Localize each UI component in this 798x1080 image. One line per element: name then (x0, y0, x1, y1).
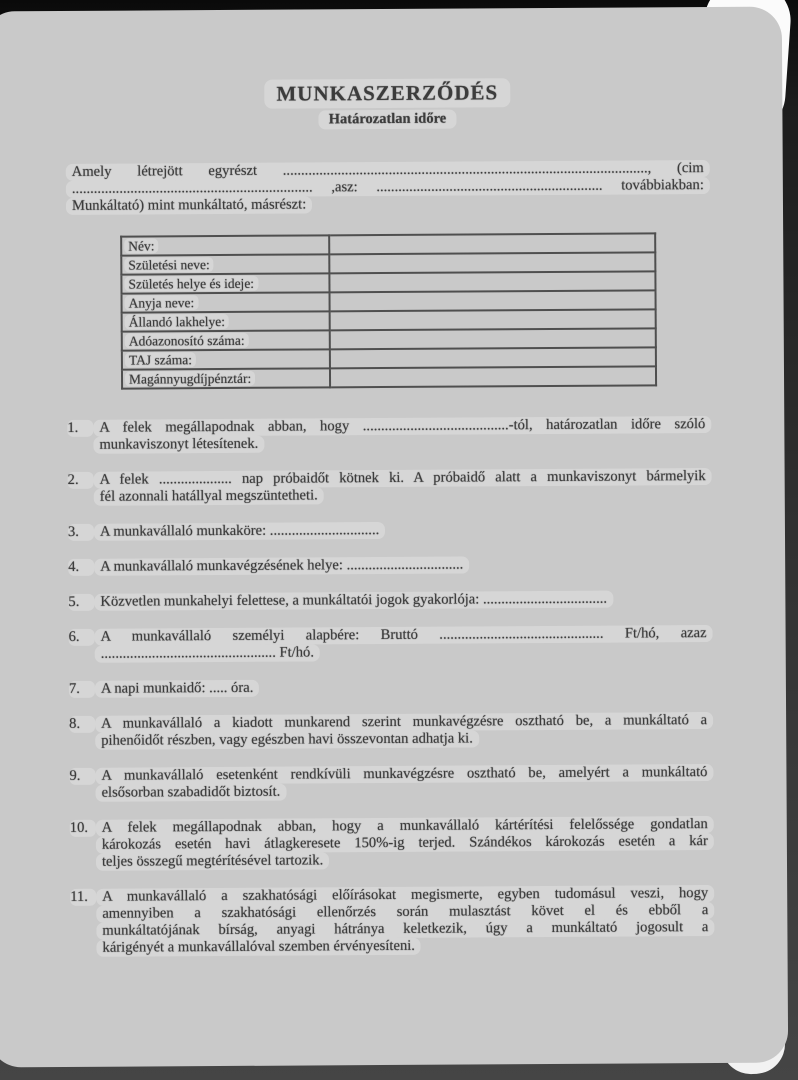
clause-item (68, 468, 712, 506)
field-label (122, 368, 330, 388)
text-line: A munkavállaló munkaköre: .............................. (94, 522, 385, 541)
field-label (121, 254, 329, 274)
text-line: A munkavállaló személyi alapbére: Bruttó ............................................. Ft/hó, azaz (95, 625, 713, 646)
text-line: károkozás esetén havi átlagkeresete 150%-ig terjed. Szándékos károkozás esetén a kár (96, 833, 714, 854)
clause-item (68, 520, 712, 541)
text-line: A felek megállapodnak abban, hogy a munkavállaló kártérítési felelőssége gondatlan (96, 816, 714, 837)
clause-number: 1. (67, 420, 93, 437)
field-label (122, 349, 330, 369)
page-title: MUNKASZERZŐDÉS (264, 78, 510, 109)
clause-text (95, 677, 713, 698)
clause-item (69, 764, 713, 802)
text-line: A napi munkaidő: ..... óra. (95, 680, 260, 698)
text-line: pihenőidőt részben, vagy egészben havi összevontan adhatja ki. (95, 730, 479, 749)
text-line: munkáltatójának bírság, anyagi hátránya keletkezik, úgy a munkáltató jogosult a (96, 919, 714, 940)
clause-item (67, 416, 711, 454)
text-line: A munkavállaló a szakhatósági előírásokat megismerte, egyben tudomásul veszi, hogy (96, 885, 714, 906)
field-value-cell (330, 290, 656, 311)
clause-text (94, 590, 712, 611)
clause-text (96, 816, 714, 871)
clause-item (70, 885, 714, 957)
field-label-text: Állandó lakhelye: (125, 314, 229, 330)
field-label-text: TAJ száma: (125, 352, 196, 367)
text-line: Közvetlen munkahelyi felettese, a munkáltatói jogok gyakorlója: .................................. (94, 591, 613, 611)
text-line: A munkavállaló esetenként rendkívüli munkavégzésre osztható be, amelyért a munkáltató (95, 764, 713, 785)
clause-text (95, 625, 713, 663)
text-line: munkaviszonyt létesítenek. (93, 436, 264, 454)
clause-number: 2. (68, 472, 94, 489)
text-line: amennyiben a szakhatósági ellenőrzés során mulasztást követ el és ebből a (96, 902, 714, 923)
text-line: Munkáltató) mint munkáltató, másrészt: (66, 196, 312, 215)
text-line: A felek megállapodnak abban, hogy ........................................-tól, határozatlan időre szóló (93, 416, 711, 437)
field-value-cell (330, 366, 656, 387)
clause-number: 6. (69, 629, 95, 646)
text-line: kárigényét a munkavállalóval szemben érvényesíteni. (96, 938, 421, 957)
clause-number: 11. (70, 889, 96, 906)
text-line: ................................................ Ft/hó. (95, 644, 320, 662)
employee-table-body (121, 233, 656, 388)
field-label-text: Születési neve: (124, 257, 213, 273)
field-value-cell (330, 328, 656, 349)
field-label (122, 292, 330, 312)
text-line: .................................................................. ,asz: .............................................................. továbbiakban: (66, 177, 710, 198)
clause-number: 9. (69, 768, 95, 785)
clauses-list (67, 416, 714, 957)
clause-text (95, 764, 713, 802)
field-value-cell (329, 233, 655, 254)
text-line: Amely létrejött egyrészt ...................................................................................................., (cim (66, 160, 710, 181)
clause-number: 3. (68, 524, 94, 541)
clause-item (70, 816, 714, 871)
clause-text (94, 555, 712, 576)
clause-item (68, 590, 712, 611)
clause-text (93, 416, 711, 454)
clause-text (94, 520, 712, 541)
field-label-text: Születés helye és ideje: (124, 276, 258, 292)
clause-number: 5. (68, 594, 94, 611)
clause-number: 8. (69, 716, 95, 733)
clause-text (94, 468, 712, 506)
field-label-text: Adóazonosító száma: (125, 333, 249, 349)
field-value-cell (330, 271, 656, 292)
employee-table (120, 232, 657, 389)
clause-number: 7. (69, 681, 95, 698)
field-label (121, 273, 329, 293)
table-row (122, 366, 656, 388)
field-label-text: Anyja neve: (125, 295, 199, 310)
field-label (122, 311, 330, 331)
field-label (122, 330, 330, 350)
field-label-text: Magánnyugdíjpénztár: (125, 371, 255, 387)
clause-item (69, 625, 713, 663)
clause-item (69, 677, 713, 698)
text-line: A felek .................... nap próbaidőt kötnek ki. A próbaidő alatt a munkaviszonyt bármelyik (94, 468, 712, 489)
clause-text (95, 712, 713, 750)
clause-item (69, 712, 713, 750)
field-value-cell (330, 252, 656, 273)
field-label-text: Név: (124, 238, 158, 253)
clause-number: 4. (68, 559, 94, 576)
clause-number: 10. (70, 820, 96, 837)
field-value-cell (330, 309, 656, 330)
text-line: elsősorban szabadidőt biztosít. (96, 784, 287, 802)
field-label (121, 235, 329, 255)
text-line: A munkavállaló a kiadott munkarend szerint munkavégzésre osztható be, a munkáltató a (95, 712, 713, 733)
contract-page (0, 7, 788, 1068)
text-line: A munkavállaló munkavégzésének helye: ................................ (94, 556, 469, 575)
text-line: fél azonnali hatállyal megszüntetheti. (94, 487, 324, 505)
clause-text (96, 885, 714, 957)
clause-item (68, 555, 712, 576)
field-value-cell (330, 347, 656, 368)
text-line: teljes összegű megtérítésével tartozik. (96, 852, 329, 870)
intro-paragraph (66, 160, 710, 215)
page-subtitle: Határozatlan időre (319, 110, 457, 130)
